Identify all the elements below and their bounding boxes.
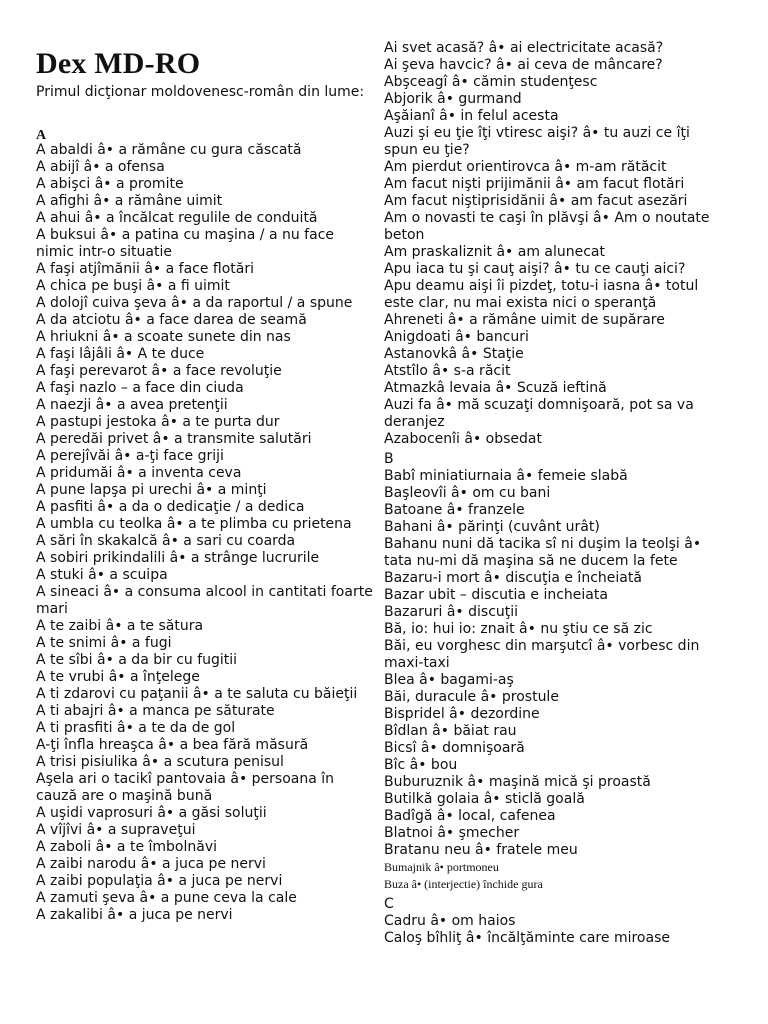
dictionary-entry: Blatnoi â• şmecher	[384, 825, 520, 841]
dictionary-entry: A hriukni â• a scoate sunete din nas	[36, 329, 291, 345]
section-heading-a: A	[36, 128, 47, 143]
dictionary-entry: Aşăianî â• in felul acesta	[384, 108, 559, 124]
dictionary-entry: Băi, duracule â• prostule	[384, 689, 559, 705]
dictionary-entry: A peredăi privet â• a transmite salutări	[36, 431, 312, 447]
dictionary-entry: Bîdlan â• băiat rau	[384, 723, 517, 739]
dictionary-entry: A faşi lâjâli â• A te duce	[36, 346, 205, 362]
dictionary-entry: Bispridel â• dezordine	[384, 706, 540, 722]
dictionary-entry: Bahanu nuni dă tacika sî ni duşim la teolşi â• tata nu-mi dă maşina să ne ducem la fete	[384, 536, 702, 569]
dictionary-entry: Batoane â• franzele	[384, 502, 525, 518]
dictionary-entry: A ti prasfiti â• a te da de gol	[36, 720, 236, 736]
dictionary-entry: A te sîbi â• a da bir cu fugitii	[36, 652, 238, 668]
dictionary-entry: Băi, eu vorghesc din marşutcî â• vorbesc din maxi-taxi	[384, 638, 700, 671]
dictionary-entry: A perejîvăi â• a-ţi face griji	[36, 448, 224, 464]
dictionary-entry: A pridumăi â• a inventa ceva	[36, 465, 242, 481]
dictionary-entry: A chica pe buşi â• a fi uimit	[36, 278, 230, 294]
dictionary-entry: A uşidi vaprosuri â• a găsi soluţii	[36, 805, 267, 821]
dictionary-entry: A sineaci â• a consuma alcool in cantitati foarte mari	[36, 584, 373, 617]
dictionary-entry: Aşela ari o tacikî pantovaia â• persoana în cauză are o maşină bună	[36, 771, 335, 804]
dictionary-entry: Ai svet acasă? â• ai electricitate acasă?	[384, 40, 664, 56]
dictionary-entry: Abşceagî â• cămin studenţesc	[384, 74, 598, 90]
dictionary-entry: Bazar ubit – discutia e incheiata	[384, 587, 608, 603]
dictionary-entry: Atmazkâ levaia â• Scuză ieftină	[384, 380, 607, 396]
dictionary-entry: A sobiri prikindalili â• a strânge lucrurile	[36, 550, 320, 566]
dictionary-entry: Am praskaliznit â• am alunecat	[384, 244, 605, 260]
dictionary-entry: A zaboli â• a te îmbolnăvi	[36, 839, 218, 855]
right-c-group	[384, 913, 728, 947]
page-title: Dex MD-RO	[36, 47, 201, 80]
dictionary-entry: Başleovîi â• om cu bani	[384, 485, 551, 501]
dictionary-entry: A abişci â• a promite	[36, 176, 184, 192]
dictionary-entry: Ahreneti â• a rămâne uimit de supărare	[384, 312, 665, 328]
dictionary-entry: A trisi pisiulika â• a scutura penisul	[36, 754, 284, 770]
dictionary-entry: Bîc â• bou	[384, 757, 458, 773]
dictionary-entry: Abjorik â• gurmand	[384, 91, 522, 107]
section-heading-b: B	[384, 451, 394, 467]
dictionary-entry: A zamuti şeva â• a pune ceva la cale	[36, 890, 297, 906]
dictionary-entry: Bazaru-i mort â• discuţia e încheiată	[384, 570, 642, 586]
dictionary-entry: A te vrubi â• a înţelege	[36, 669, 200, 685]
dictionary-entry: A te snimi â• a fugi	[36, 635, 172, 651]
dictionary-entry: Caloş bîhliţ â• încălţăminte care miroase	[384, 930, 670, 946]
dictionary-entry: A abijî â• a ofensa	[36, 159, 165, 175]
dictionary-entry: A ahui â• a încălcat regulile de conduită	[36, 210, 318, 226]
dictionary-entry: Bicsî â• domnişoară	[384, 740, 525, 756]
dictionary-entry: A pune lapşa pi urechi â• a minţi	[36, 482, 267, 498]
dictionary-entry: Atstîlo â• s-a răcit	[384, 363, 511, 379]
dictionary-entry: Ai şeva havcic? â• ai ceva de mâncare?	[384, 57, 663, 73]
dictionary-entry: A pasfiti â• a da o dedicaţie / a dedica	[36, 499, 305, 515]
dictionary-entry: A afighi â• a rămâne uimit	[36, 193, 223, 209]
dictionary-entry: Bazaruri â• discuţii	[384, 604, 519, 620]
dictionary-entry: A te zaibi â• a te sătura	[36, 618, 204, 634]
dictionary-entry: Apu iaca tu şi cauţ aişi? â• tu ce cauţi aici?	[384, 261, 686, 277]
dictionary-entry: A umbla cu teolka â• a te plimba cu prietena	[36, 516, 352, 532]
dictionary-entry: A zaibi narodu â• a juca pe nervi	[36, 856, 266, 872]
dictionary-entry: Auzi fa â• mă scuzaţi domnişoară, pot sa va deranjez	[384, 397, 694, 430]
dictionary-entry: Blea â• bagami-aş	[384, 672, 514, 688]
dictionary-entry: A pastupi jestoka â• a te purta dur	[36, 414, 280, 430]
dictionary-entry: Auzi şi eu ţie îţi vtiresc aişi? â• tu auzi ce îţi spun eu ţie?	[384, 125, 690, 158]
dictionary-entry: A faşi perevarot â• a face revoluţie	[36, 363, 282, 379]
dictionary-entry: Butilkă golaia â• sticlă goală	[384, 791, 585, 807]
right-b-small-group	[384, 859, 728, 893]
dictionary-entry: Buburuznik â• maşină mică şi proastă	[384, 774, 651, 790]
dictionary-entry: Badîgă â• local, cafenea	[384, 808, 556, 824]
dictionary-entry: A sări în skakalcă â• a sari cu coarda	[36, 533, 296, 549]
dictionary-entry: Anigdoati â• bancuri	[384, 329, 529, 345]
right-a-group	[384, 40, 728, 448]
dictionary-entry: A ti zdarovi cu paţanii â• a te saluta cu băieţii	[36, 686, 358, 702]
dictionary-entry: Buza â• (interjectie) închide gura	[384, 877, 543, 891]
intro-text: Primul dicţionar moldovenesc-român din lume:	[36, 84, 365, 100]
dictionary-entry: Am o novasti te caşi în plăvşi â• Am o noutate beton	[384, 210, 710, 243]
dictionary-entry: A abaldi â• a rămâne cu gura căscată	[36, 142, 302, 158]
dictionary-entry: Bumajnik â• portmoneu	[384, 860, 499, 874]
dictionary-entry: A-ţi înfla hreaşca â• a bea fără măsură	[36, 737, 309, 753]
dictionary-entry: Bratanu neu â• fratele meu	[384, 842, 578, 858]
dictionary-entry: A faşi atjîmănii â• a face flotări	[36, 261, 255, 277]
dictionary-entry: Apu deamu aişi îi pizdeţ, totu-i iasna â• totul este clar, nu mai exista nici o speranţă	[384, 278, 699, 311]
dictionary-entry: A ti abajri â• a manca pe săturate	[36, 703, 275, 719]
section-heading-c: C	[384, 896, 394, 912]
dictionary-entry: Bă, io: hui io: znait â• nu ştiu ce să zic	[384, 621, 653, 637]
dictionary-entry: A buksui â• a patina cu maşina / a nu face nimic intr-o situatie	[36, 227, 334, 260]
dictionary-entry: Am pierdut orientirovca â• m-am rătăcit	[384, 159, 667, 175]
dictionary-entry: Babî miniatiurnaia â• femeie slabă	[384, 468, 628, 484]
left-column-entries	[36, 142, 376, 924]
dictionary-entry: A dolojî cuiva şeva â• a da raportul / a spune	[36, 295, 353, 311]
dictionary-entry: Astanovkâ â• Staţie	[384, 346, 524, 362]
dictionary-entry: A stuki â• a scuipa	[36, 567, 168, 583]
dictionary-entry: A zaibi populaţia â• a juca pe nervi	[36, 873, 283, 889]
right-column-entries	[384, 40, 728, 947]
dictionary-entry: A da atciotu â• a face darea de seamă	[36, 312, 307, 328]
dictionary-entry: Azabocenîi â• obsedat	[384, 431, 542, 447]
dictionary-entry: A naezji â• a avea pretenţii	[36, 397, 228, 413]
dictionary-entry: Am facut nişti prijimănii â• am facut flotări	[384, 176, 685, 192]
right-b-group	[384, 468, 728, 859]
dictionary-entry: Cadru â• om haios	[384, 913, 516, 929]
dictionary-entry: Bahani â• părinţi (cuvânt urât)	[384, 519, 600, 535]
dictionary-entry: A zakalibi â• a juca pe nervi	[36, 907, 233, 923]
dictionary-entry: Am facut niştiprisidănii â• am facut asezări	[384, 193, 688, 209]
dictionary-entry: A faşi nazlo – a face din ciuda	[36, 380, 244, 396]
dictionary-entry: A vîjîvi â• a supraveţui	[36, 822, 196, 838]
